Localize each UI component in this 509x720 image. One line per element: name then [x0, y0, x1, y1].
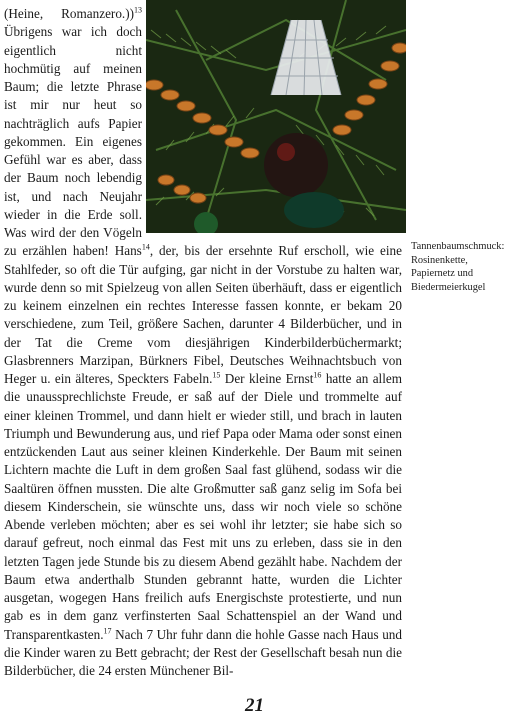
- footnote-ref-16: 16: [313, 370, 322, 380]
- christmas-tree-photo: [146, 0, 406, 233]
- footnote-ref-14: 14: [141, 242, 150, 252]
- tree-decoration-image: [146, 0, 406, 233]
- page-number: 21: [245, 695, 264, 716]
- body-text: [4, 5, 402, 680]
- footnote-ref-15: 15: [212, 370, 221, 380]
- body-paragraph: (Heine, Romanzero.))$^{13}$ Übrigens war ich doch eigentlich nicht hochmütig auf meinen Baum; die letzte Phrase ist mir nur heut so nachträglich aufs Papier gekommen. Ein eigenes Gefühl war es aber, dass der Baum noch lebendig ist, und nach Neujahr wieder in die Erde soll. Was wird der den Vögeln zu erzählen haben! Hans$^{14}$, der, bis der ersehnte Ruf erscholl, wie eine Stahlfeder, so oft die Tür aufging, gar nicht in der Vorstube zu halten war, wurde denn so mit Spielzeug von allen Seiten überhäuft, dass er eigentlich zu keinem einzelnen ein rechtes Interesse fassen konnte, er bekam 20 verschiedene, zum Teil, größere Sachen, darunter 4 Bilderbücher, und in der Tat die Creme vom diesjährigen Kinderbilderbüchermarkt; Glasbrenners Marzipan, Bürkners Fibel, Deutsches Weihnachtsbuch von Heger u. ein älteres, Speckters Fabeln.$^{15}$ Der kleine Ernst$^{16}$ hatte an allem die unaussprechlichste Freude, er saß auf der Diele und trommelte auf einer kleinen Trommel, und dann hielt er wieder still, und brach in lauten Triumph und Bewunderung aus, und rief Papa oder Mama oder sonst einen entzückenden Laut aus seiner kleinen Kinderkehle. Der Baum mit seinen Lichtern machte die Luft in dem großen Saal fast glühend, sodass wir die Saaltüren öffnen mussten. Die alte Großmutter saß ganz selig im Sofa bei diesem Kinderschein, sie wünschte uns, dass wir noch viele so schöne Abende verleben möchten; aber es sei wohl ihr letzter; sie habe sich so darauf gefreut, noch einmal das Fest mit uns zu erleben, dass sie in den letzten Tagen jede Stunde bis zu diesem Abend gezählt habe. Nachdem der Baum etwa anderthalb Stunden gebrannt hatte, wurden die Lichter ausgetan, wogegen Hans freilich aufs Energischste protestierte, und nun gab es in dem ganz verfinsterten Saal Schattenspiel an der Wand und Transparentkasten.$^{17}$ Nach 7 Uhr fuhr dann die hohle Gasse nach Haus und die Kinder waren zu Bett gebracht; der Rest der Gesellschaft besah nun die Bilderbücher, die 24 ersten Münchener Bil-: [4, 5, 402, 678]
- image-caption: Tannenbaumschmuck: Rosinenkette, Papiernetz und Biedermeierkugel: [411, 241, 505, 293]
- footnote-ref-17: 17: [103, 626, 112, 636]
- footnote-ref-13: 13: [134, 5, 142, 15]
